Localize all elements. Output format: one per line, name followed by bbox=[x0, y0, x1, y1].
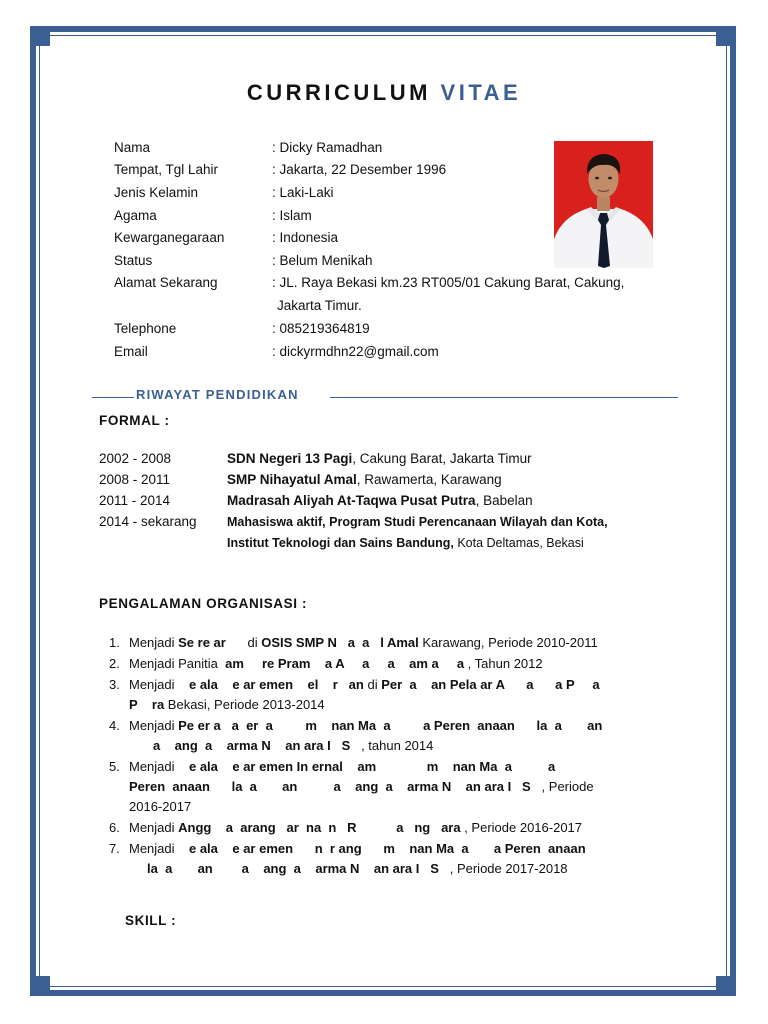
org-item-7-line2 bbox=[147, 861, 568, 876]
org-item-5-line2 bbox=[129, 779, 594, 794]
edu-year: 2014 - sekarang bbox=[99, 514, 197, 529]
organisasi-heading: PENGALAMAN ORGANISASI : bbox=[99, 596, 308, 611]
label-email: Email bbox=[114, 344, 148, 359]
org-item-3-line2 bbox=[129, 697, 325, 712]
label-jenis-kelamin: Jenis Kelamin bbox=[114, 185, 199, 200]
profile-photo bbox=[554, 141, 653, 268]
value-agama: : Islam bbox=[272, 208, 312, 223]
org-text: Karawang, Periode 2010-2011 bbox=[418, 635, 598, 650]
person-portrait-icon bbox=[554, 141, 653, 268]
edu-entry bbox=[227, 451, 532, 466]
edu-year: 2011 - 2014 bbox=[99, 493, 171, 508]
edu-entry bbox=[227, 515, 608, 529]
org-text: Bekasi, Periode 2013-2014 bbox=[164, 697, 325, 712]
corner-ornament bbox=[716, 976, 732, 992]
edu-place: , Cakung Barat, Jakarta Timur bbox=[352, 451, 532, 466]
list-number: 1. bbox=[109, 635, 120, 650]
org-name: OSIS SMP N a a l Amal bbox=[261, 635, 419, 650]
formal-heading: FORMAL : bbox=[99, 413, 170, 428]
org-text: Menjadi bbox=[129, 759, 186, 774]
page-title bbox=[0, 80, 768, 106]
org-item-2 bbox=[129, 656, 543, 671]
edu-year: 2008 - 2011 bbox=[99, 472, 171, 487]
org-text: Menjadi Panitia bbox=[129, 656, 226, 671]
edu-entry bbox=[227, 472, 502, 487]
org-text: , Periode 2016-2017 bbox=[460, 820, 583, 835]
org-text: , Periode bbox=[530, 779, 594, 794]
org-role: Angg a arang ar na n R a ng ara bbox=[178, 820, 461, 835]
value-ttl: : Jakarta, 22 Desember 1996 bbox=[272, 162, 447, 177]
value-nama: : Dicky Ramadhan bbox=[272, 140, 383, 155]
section-rule-right bbox=[330, 397, 678, 398]
org-text: , tahun 2014 bbox=[350, 738, 434, 753]
org-text: Menjadi bbox=[129, 635, 179, 650]
org-text: , Tahun 2012 bbox=[464, 656, 543, 671]
edu-school: Madrasah Aliyah At-Taqwa Pusat Putra bbox=[227, 493, 476, 508]
org-name: Per a an Pela ar A a a P a bbox=[381, 677, 600, 692]
org-name: la a an a ang a arma N an ara I S bbox=[147, 861, 439, 876]
label-kewarganegaraan: Kewarganegaraan bbox=[114, 230, 225, 245]
skill-heading: SKILL : bbox=[125, 913, 177, 928]
org-role: e ala e ar emen In ernal am m nan Ma a a bbox=[185, 759, 556, 774]
label-telephone: Telephone bbox=[114, 321, 177, 336]
org-item-7 bbox=[129, 841, 586, 856]
value-kewarganegaraan: : Indonesia bbox=[272, 230, 339, 245]
title-part-1: CURRICULUM bbox=[246, 80, 431, 105]
value-email: : dickyrmdhn22@gmail.com bbox=[272, 344, 439, 359]
org-role: e ala e ar emen el r an bbox=[185, 677, 364, 692]
value-jenis-kelamin: : Laki-Laki bbox=[272, 185, 334, 200]
org-role: e ala e ar emen n r ang m nan Ma a a Peren anaan bbox=[185, 841, 586, 856]
value-telephone: : 085219364819 bbox=[272, 321, 370, 336]
edu-school: SMP Nihayatul Amal bbox=[227, 472, 357, 487]
edu-place: , Babelan bbox=[475, 493, 533, 508]
org-text: Menjadi bbox=[129, 820, 179, 835]
label-ttl: Tempat, Tgl Lahir bbox=[114, 162, 219, 177]
org-role: Se re ar bbox=[178, 635, 248, 650]
section-heading-pendidikan: RIWAYAT PENDIDIKAN bbox=[136, 387, 303, 402]
org-item-6 bbox=[129, 820, 582, 835]
list-number: 6. bbox=[109, 820, 120, 835]
corner-ornament bbox=[34, 976, 50, 992]
org-text: Menjadi bbox=[129, 677, 186, 692]
org-item-5-line3: 2016-2017 bbox=[129, 799, 192, 814]
edu-school: SDN Negeri 13 Pagi bbox=[227, 451, 353, 466]
edu-entry-line2 bbox=[227, 536, 584, 550]
org-text: Menjadi bbox=[129, 718, 179, 733]
org-text: Menjadi bbox=[129, 841, 186, 856]
org-name: a ang a arma N an ara I S bbox=[153, 738, 351, 753]
org-item-3 bbox=[129, 677, 600, 692]
edu-entry bbox=[227, 493, 533, 508]
title-part-2: VITAE bbox=[440, 80, 522, 105]
edu-place: , Rawamerta, Karawang bbox=[356, 472, 502, 487]
org-role: am re Pram a A a a am a a bbox=[225, 656, 465, 671]
label-agama: Agama bbox=[114, 208, 157, 223]
list-number: 7. bbox=[109, 841, 120, 856]
edu-year: 2002 - 2008 bbox=[99, 451, 172, 466]
org-role: Pe er a a er a m nan Ma a a Peren anaan la a an bbox=[178, 718, 603, 733]
label-status: Status bbox=[114, 253, 153, 268]
label-nama: Nama bbox=[114, 140, 151, 155]
label-alamat: Alamat Sekarang bbox=[114, 275, 218, 290]
org-text: , Periode 2017-2018 bbox=[438, 861, 568, 876]
value-status: : Belum Menikah bbox=[272, 253, 373, 268]
value-alamat-line1: : JL. Raya Bekasi km.23 RT005/01 Cakung Barat, Cakung, bbox=[272, 275, 625, 290]
org-text: di bbox=[247, 635, 262, 650]
corner-ornament bbox=[34, 30, 50, 46]
edu-school-line2: Institut Teknologi dan Sains Bandung, bbox=[227, 536, 454, 550]
section-rule-left bbox=[92, 397, 134, 398]
org-text: di bbox=[363, 677, 382, 692]
org-item-4-line2 bbox=[153, 738, 433, 753]
value-alamat-line2: Jakarta Timur. bbox=[277, 298, 362, 313]
edu-place: Kota Deltamas, Bekasi bbox=[453, 536, 584, 550]
list-number: 4. bbox=[109, 718, 120, 733]
org-name: P ra bbox=[129, 697, 165, 712]
corner-ornament bbox=[716, 30, 732, 46]
org-item-5 bbox=[129, 759, 555, 774]
list-number: 3. bbox=[109, 677, 120, 692]
list-number: 2. bbox=[109, 656, 120, 671]
edu-school: Mahasiswa aktif, Program Studi Perencanaan Wilayah dan Kota, bbox=[227, 515, 608, 529]
org-name: Peren anaan la a an a ang a arma N an ara I S bbox=[129, 779, 531, 794]
org-item-4 bbox=[129, 718, 602, 733]
list-number: 5. bbox=[109, 759, 120, 774]
org-item-1 bbox=[129, 635, 598, 650]
